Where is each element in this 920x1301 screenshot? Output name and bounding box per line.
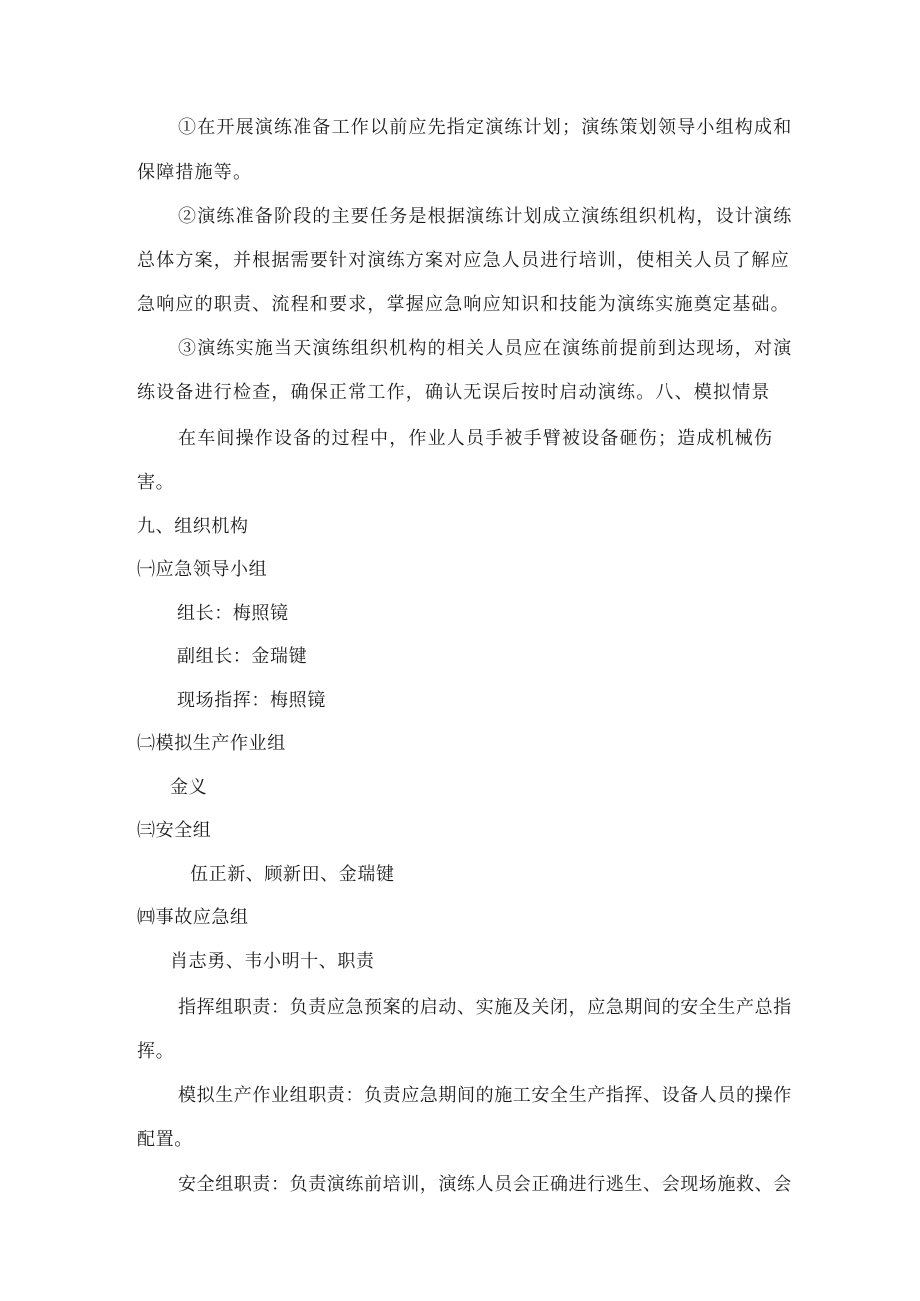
step3-line2: 练设备进行检查，确保正常工作，确认无误后按时启动演练。八、模拟情景 xyxy=(137,382,771,403)
step1-line2: 保障措施等。 xyxy=(137,162,253,183)
production-duty-line1: 模拟生产作业组职责：负责应急期间的施工安全生产指挥、设备人员的操作 xyxy=(178,1085,792,1106)
leadership-group-title: ㈠应急领导小组 xyxy=(137,559,268,580)
step3-line1: ③演练实施当天演练组织机构的相关人员应在演练前提前到达现场，对演 xyxy=(178,338,793,359)
safety-group-title: ㈢安全组 xyxy=(137,820,212,841)
organization-heading: 九、组织机构 xyxy=(137,516,249,537)
production-duty-line2: 配置。 xyxy=(137,1129,193,1150)
emergency-group-members: 肖志勇、韦小明十、职责 xyxy=(170,951,375,972)
safety-duty-line1: 安全组职责：负责演练前培训，演练人员会正确进行逃生、会现场施救、会 xyxy=(178,1174,792,1195)
production-group-members: 金义 xyxy=(170,777,208,798)
production-group-title: ㈡模拟生产作业组 xyxy=(137,733,286,754)
emergency-group-title: ㈣事故应急组 xyxy=(137,907,249,928)
step1-line1: ①在开展演练准备工作以前应先指定演练计划；演练策划领导小组构成和 xyxy=(178,117,793,138)
group-leader: 组长：梅照镜 xyxy=(177,603,289,624)
step2-line1: ②演练准备阶段的主要任务是根据演练计划成立演练组织机构，设计演练 xyxy=(178,206,793,227)
step2-line3: 急响应的职责、流程和要求，掌握应急响应知识和技能为演练实施奠定基础。 xyxy=(137,294,790,315)
command-duty-line2: 挥。 xyxy=(137,1041,175,1062)
scenario-line2: 害。 xyxy=(137,472,175,493)
step2-line2: 总体方案，并根据需要针对演练方案对应急人员进行培训，使相关人员了解应 xyxy=(137,250,790,271)
site-commander: 现场指挥：梅照镜 xyxy=(177,690,326,711)
command-duty-line1: 指挥组职责：负责应急预案的启动、实施及关闭，应急期间的安全生产总指 xyxy=(178,997,792,1018)
deputy-group-leader: 副组长：金瑞键 xyxy=(177,646,308,667)
scenario-line1: 在车间操作设备的过程中，作业人员手被手臂被设备砸伤；造成机械伤 xyxy=(178,428,774,449)
safety-group-members: 伍正新、顾新田、金瑞键 xyxy=(190,864,395,885)
